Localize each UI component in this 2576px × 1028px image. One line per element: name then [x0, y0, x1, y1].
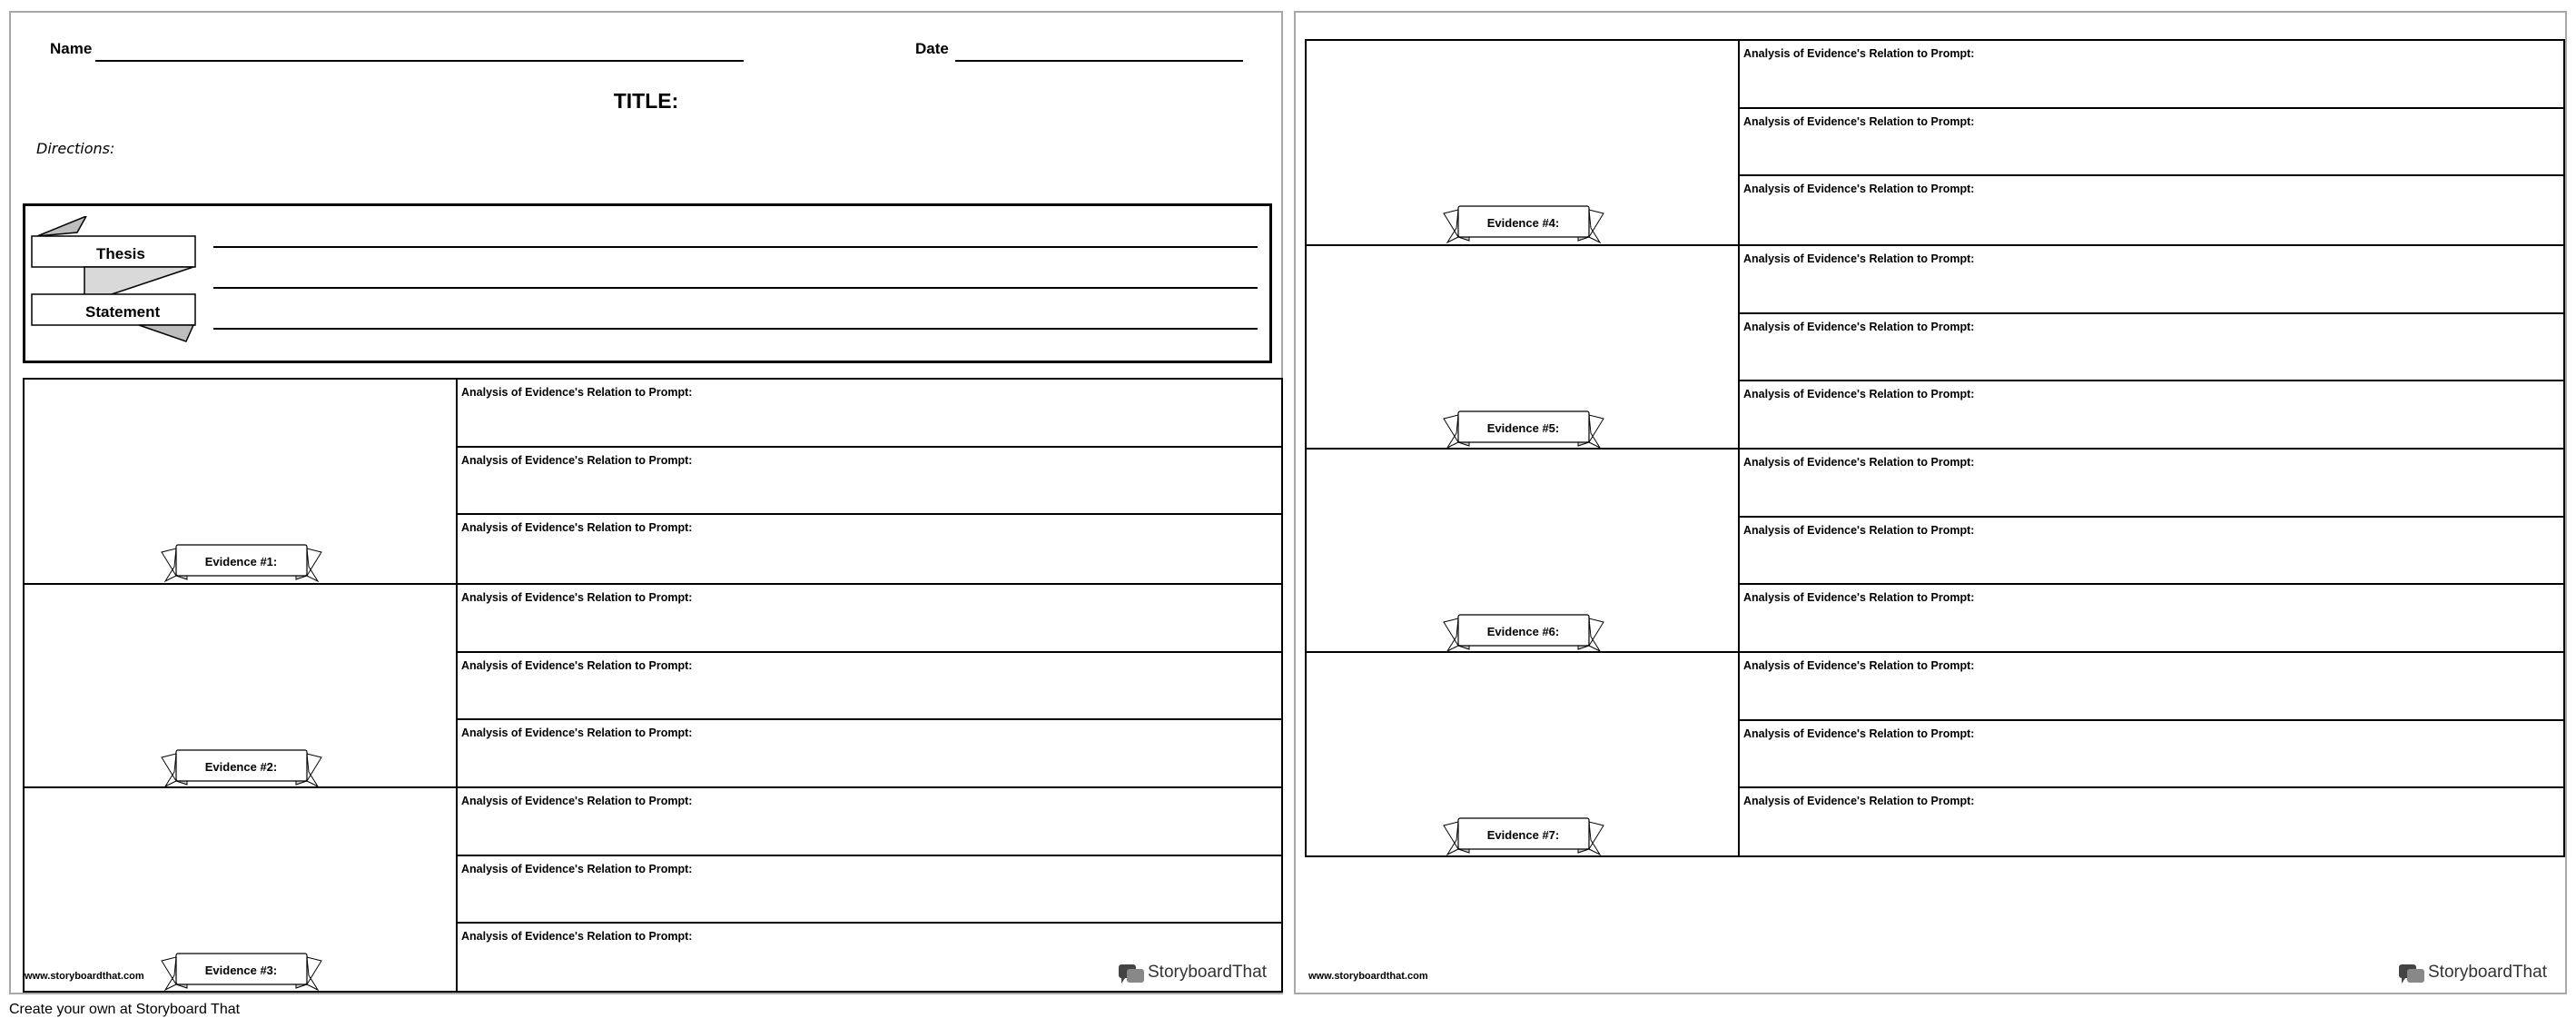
analysis-label: Analysis of Evidence's Relation to Prompt: — [1743, 388, 1975, 401]
date-line — [955, 60, 1243, 62]
statement-ribbon-label: Statement — [85, 303, 161, 321]
evidence-label: Evidence #7: — [1486, 828, 1560, 842]
evidence-banner — [160, 948, 323, 993]
analysis-cell — [1740, 653, 2563, 721]
analysis-label: Analysis of Evidence's Relation to Prompt: — [1743, 47, 1975, 60]
evidence-banner — [1442, 813, 1605, 858]
page-title: TITLE: — [613, 89, 679, 113]
analysis-cell — [458, 788, 1281, 856]
thesis-statement-box — [23, 203, 1272, 363]
analysis-cell — [1740, 314, 2563, 382]
evidence-label: Evidence #5: — [1486, 421, 1560, 435]
analysis-cell — [1740, 721, 2563, 789]
storyboardthat-brand — [1148, 963, 1267, 983]
storyboardthat-logo-icon — [2398, 963, 2425, 991]
evidence-block — [25, 786, 1281, 990]
analysis-cell — [1740, 381, 2563, 450]
evidence-grid — [1305, 39, 2565, 857]
analysis-cell — [458, 653, 1281, 721]
analysis-label: Analysis of Evidence's Relation to Prompt: — [1743, 320, 1975, 333]
evidence-label: Evidence #4: — [1486, 216, 1560, 230]
evidence-block — [1307, 41, 2563, 244]
name-label: Name — [50, 40, 93, 57]
worksheet-page-2 — [1294, 11, 2567, 994]
directions-label: Directions: — [36, 140, 115, 157]
analysis-label: Analysis of Evidence's Relation to Prompt: — [461, 591, 693, 604]
evidence-block — [1307, 244, 2563, 448]
brand-name-part: Storyboard — [1148, 963, 1232, 982]
brand-name-part: That — [1231, 963, 1267, 982]
worksheet-page-1 — [9, 11, 1283, 994]
thesis-line — [213, 246, 1258, 248]
evidence-label: Evidence #6: — [1486, 625, 1560, 638]
analysis-label: Analysis of Evidence's Relation to Prompt: — [1743, 659, 1975, 672]
analysis-cell — [1740, 788, 2563, 856]
site-url: www.storyboardthat.com — [25, 971, 144, 982]
analysis-cell — [458, 515, 1281, 583]
analysis-cell — [458, 448, 1281, 516]
evidence-banner — [1442, 201, 1605, 246]
thesis-ribbon-icon — [30, 216, 212, 352]
thesis-ribbon-label: Thesis — [96, 245, 145, 262]
site-url: www.storyboardthat.com — [1308, 971, 1428, 982]
analysis-label: Analysis of Evidence's Relation to Prompt: — [1743, 114, 1975, 128]
analysis-cell — [1740, 518, 2563, 586]
name-line — [95, 60, 744, 62]
analysis-label: Analysis of Evidence's Relation to Prompt: — [1743, 727, 1975, 740]
thesis-line — [213, 328, 1258, 330]
brand-name-part: Storyboard — [2428, 963, 2512, 982]
evidence-banner — [160, 539, 323, 585]
analysis-label: Analysis of Evidence's Relation to Prompt: — [1743, 456, 1975, 469]
analysis-label: Analysis of Evidence's Relation to Prompt: — [461, 795, 693, 807]
evidence-label: Evidence #2: — [204, 760, 278, 774]
evidence-banner — [1442, 406, 1605, 451]
evidence-block — [1307, 651, 2563, 855]
analysis-cell — [1740, 450, 2563, 518]
evidence-banner — [1442, 609, 1605, 655]
analysis-cell — [458, 856, 1281, 924]
storyboardthat-brand — [2428, 963, 2547, 983]
date-label: Date — [915, 40, 949, 57]
analysis-label: Analysis of Evidence's Relation to Prompt: — [1743, 183, 1975, 196]
analysis-label: Analysis of Evidence's Relation to Prompt: — [1743, 591, 1975, 605]
analysis-label: Analysis of Evidence's Relation to Prompt: — [461, 521, 693, 535]
analysis-label: Analysis of Evidence's Relation to Prompt: — [461, 930, 693, 944]
evidence-label: Evidence #1: — [204, 555, 278, 568]
analysis-label: Analysis of Evidence's Relation to Prompt: — [461, 862, 693, 875]
analysis-label: Analysis of Evidence's Relation to Prompt: — [461, 453, 693, 467]
thesis-line — [213, 287, 1258, 289]
analysis-cell — [1740, 585, 2563, 653]
analysis-label: Analysis of Evidence's Relation to Prompt: — [1743, 795, 1975, 808]
analysis-cell — [1740, 41, 2563, 109]
analysis-cell — [1740, 176, 2563, 244]
storyboardthat-logo-icon — [1118, 963, 1145, 991]
analysis-cell — [1740, 246, 2563, 314]
analysis-label: Analysis of Evidence's Relation to Prompt: — [1743, 252, 1975, 265]
evidence-grid — [23, 378, 1283, 993]
evidence-banner — [160, 745, 323, 790]
analysis-cell — [1740, 109, 2563, 177]
evidence-block — [25, 380, 1281, 583]
analysis-cell — [458, 585, 1281, 653]
analysis-cell — [458, 720, 1281, 788]
analysis-label: Analysis of Evidence's Relation to Prompt: — [1743, 523, 1975, 537]
evidence-block — [25, 583, 1281, 786]
brand-name-part: That — [2512, 963, 2547, 982]
create-your-own-link[interactable]: Create your own at Storyboard That — [9, 1002, 241, 1017]
analysis-label: Analysis of Evidence's Relation to Prompt: — [461, 727, 693, 740]
evidence-label: Evidence #3: — [204, 964, 278, 977]
evidence-block — [1307, 448, 2563, 651]
analysis-label: Analysis of Evidence's Relation to Prompt: — [461, 386, 693, 399]
analysis-label: Analysis of Evidence's Relation to Prompt: — [461, 658, 693, 672]
analysis-cell — [458, 380, 1281, 448]
